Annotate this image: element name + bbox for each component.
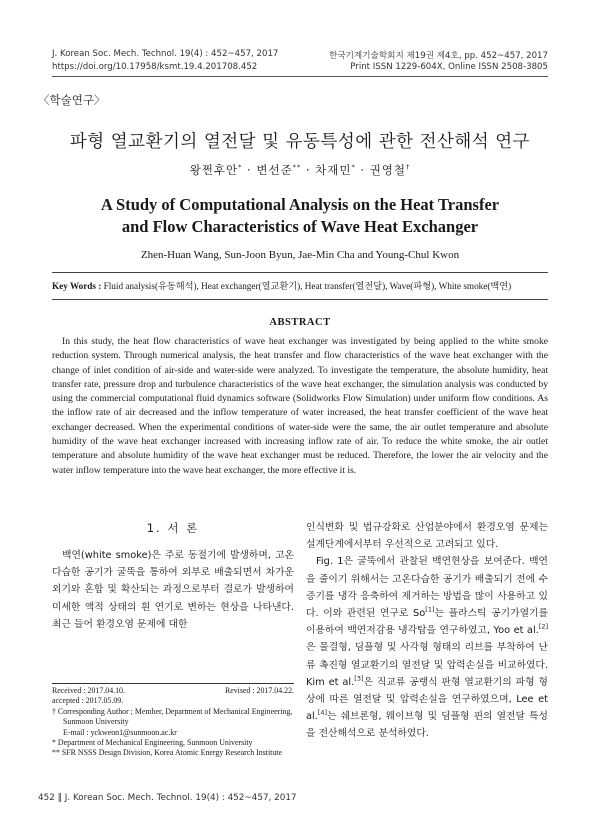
title-english — [60, 194, 540, 238]
affiliation-note-2: ** SFR NSSS Design Division, Korea Atomic Energy Research Institute — [52, 748, 282, 758]
doi-link[interactable]: https://doi.org/10.17958/ksmt.19.4.201708.452 — [52, 62, 258, 72]
authors-english: Zhen-Huan Wang, Sun-Joon Byun, Jae-Min Cha and Young-Chul Kwon — [140, 249, 460, 261]
journal-citation-korean: 한국기계기술학회지 제19권 제4호, pp. 452~457, 2017 — [329, 51, 548, 61]
authors-korean — [0, 162, 600, 178]
article-type: 〈학술연구〉 — [38, 93, 106, 107]
author-3: 차재민 — [315, 163, 352, 177]
author-separator: · — [301, 163, 316, 177]
title-english-line-2: and Flow Characteristics of Wave Heat Exchanger — [121, 217, 479, 236]
paragraph-text: Fig. 1은 굴뚝에서 관찰된 백연현상을 보여준다. 백연을 줄이기 위해서는 고온다습한 공기가 배출되기 전에 수증기를 냉각 응축하여 제거하는 방법을 많이 사용하고 있다. 이와 관련된 연구로 So — [306, 556, 548, 620]
abstract-body: In this study, the heat flow characteristics of wave heat exchanger was investigated by being applied to the white smoke reduction system. Through numerical analysis, the heat transfer and flow characteristics of the wave heat exchanger with the change of inlet condition of air-side and water-side were analyzed. To investigate the temperature, the absolute humidity, heat transfer rate, pressure drop and turbulence characteristics of the wave heat exchanger, the simulation analysis was conducted by using the commercial computational fluid dynamics software (Solidworks Flow Simulation) under uniform flow conditions. As the inflow rate of air decreased and the inflow temperature of water increased, the heat transfer coefficient of the wave heat exchanger decreased. When the experimental conditions of water-side were the same, the air outlet temperature and absolute humidity of the wave heat exchanger increased with increasing inflow rate of air. To reduce the white smoke, the air outlet temperature and absolute humidity of the wave heat exchanger must be reduced. Therefore, the lower the air velocity and the water inflow temperature into the wave heat exchanger, the more effective it is. — [52, 336, 548, 476]
introduction-paragraph-1: 백연(white smoke)은 주로 동절기에 발생하며, 고온 다습한 공기가 굴뚝을 통하여 외부로 배출되면서 차가운 외기와 혼합 및 확산되는 과정으로부터 결로가 발생하여 미세한 액적 상태의 흰 연기로 변하는 현상을 나타낸다. 최근 들어 환경오염 문제에 대한 — [52, 550, 294, 630]
citation-3[interactable]: [3] — [354, 674, 364, 683]
keywords-top-rule — [52, 272, 548, 273]
footnotes — [52, 686, 294, 759]
footnote-rule — [52, 683, 294, 684]
author-4: 권영철 — [369, 163, 407, 177]
citation-4[interactable]: [4] — [317, 708, 328, 717]
introduction-paragraph-2 — [306, 553, 548, 742]
author-3-mark: * — [351, 163, 356, 172]
title-english-line-1: A Study of Computational Analysis on the Heat Transfer — [100, 195, 500, 214]
keywords — [52, 279, 548, 293]
corresponding-author-note: † Corresponding Author ; Member, Department of Mechanical Engineering, Sunmoon University — [52, 706, 293, 727]
keywords-bottom-rule — [52, 299, 548, 300]
author-4-mark: † — [406, 163, 411, 172]
journal-citation: J. Korean Soc. Mech. Technol. 19(4) : 452~457, 2017 — [52, 49, 279, 59]
introduction-paragraph-continued: 인식변화 및 법규강화로 산업분야에서 환경오염 문제는 설계단계에서부터 우선적으로 고려되고 있다. — [306, 522, 548, 551]
keywords-label: Key Words : — [52, 281, 102, 291]
section-1-title: 1. 서 론 — [146, 521, 200, 535]
author-2: 변선준 — [256, 163, 293, 177]
page-footer: 452 ‖ J. Korean Soc. Mech. Technol. 19(4) : 452~457, 2017 — [38, 793, 297, 803]
corresponding-email[interactable]: E-mail : yckweon1@sunmoon.ac.kr — [63, 727, 177, 737]
keywords-list: Fluid analysis(유동해석), Heat exchanger(열교환기), Heat transfer(열전달), Wave(파형), White smoke(백연) — [101, 281, 512, 291]
paragraph-text: 은 물결형, 딤플형 및 사각형 형태의 리브를 부착하여 난류 촉진형 열교환기의 열전달 및 압력손실을 비교하였다. Kim et al. — [306, 642, 548, 688]
abstract-heading: ABSTRACT — [269, 317, 331, 328]
right-column — [306, 519, 548, 743]
affiliation-note-1: * Department of Mechanical Engineering, Sunmoon University — [52, 738, 253, 748]
issn-info: Print ISSN 1229-604X, Online ISSN 2508-3805 — [350, 62, 548, 72]
author-1-mark: * — [238, 163, 243, 172]
author-2-mark: ** — [292, 163, 302, 172]
author-separator: · — [355, 163, 370, 177]
received-date: Received : 2017.04.10. — [52, 686, 125, 695]
revised-date: Revised : 2017.04.22. — [224, 686, 294, 695]
citation-2[interactable]: [2] — [538, 622, 548, 631]
header-divider — [52, 76, 548, 77]
citation-1[interactable]: [1] — [425, 605, 435, 614]
author-separator: · — [242, 163, 257, 177]
author-1: 왕쩐후안 — [189, 163, 239, 177]
accepted-date: accepted : 2017.05.09. — [52, 696, 124, 706]
title-korean: 파형 열교환기의 열전달 및 유동특성에 관한 전산해석 연구 — [69, 132, 531, 152]
paragraph-text: 은 직교류 공랭식 판형 열교환기의 파형 형상에 따른 열전달 및 압력손실을 연구하였으며, Lee et al. — [306, 676, 548, 723]
paragraph-text: 는 쉐브론형, 웨이브형 및 딤플형 핀의 열전달 특성을 전산해석으로 분석하였다. — [306, 711, 548, 740]
paragraph-text: 는 플라스틱 공기가열기를 이용하여 백연저감용 냉각탑을 연구하였고, Yoo et al. — [306, 608, 548, 637]
received-revised-row — [52, 686, 294, 696]
